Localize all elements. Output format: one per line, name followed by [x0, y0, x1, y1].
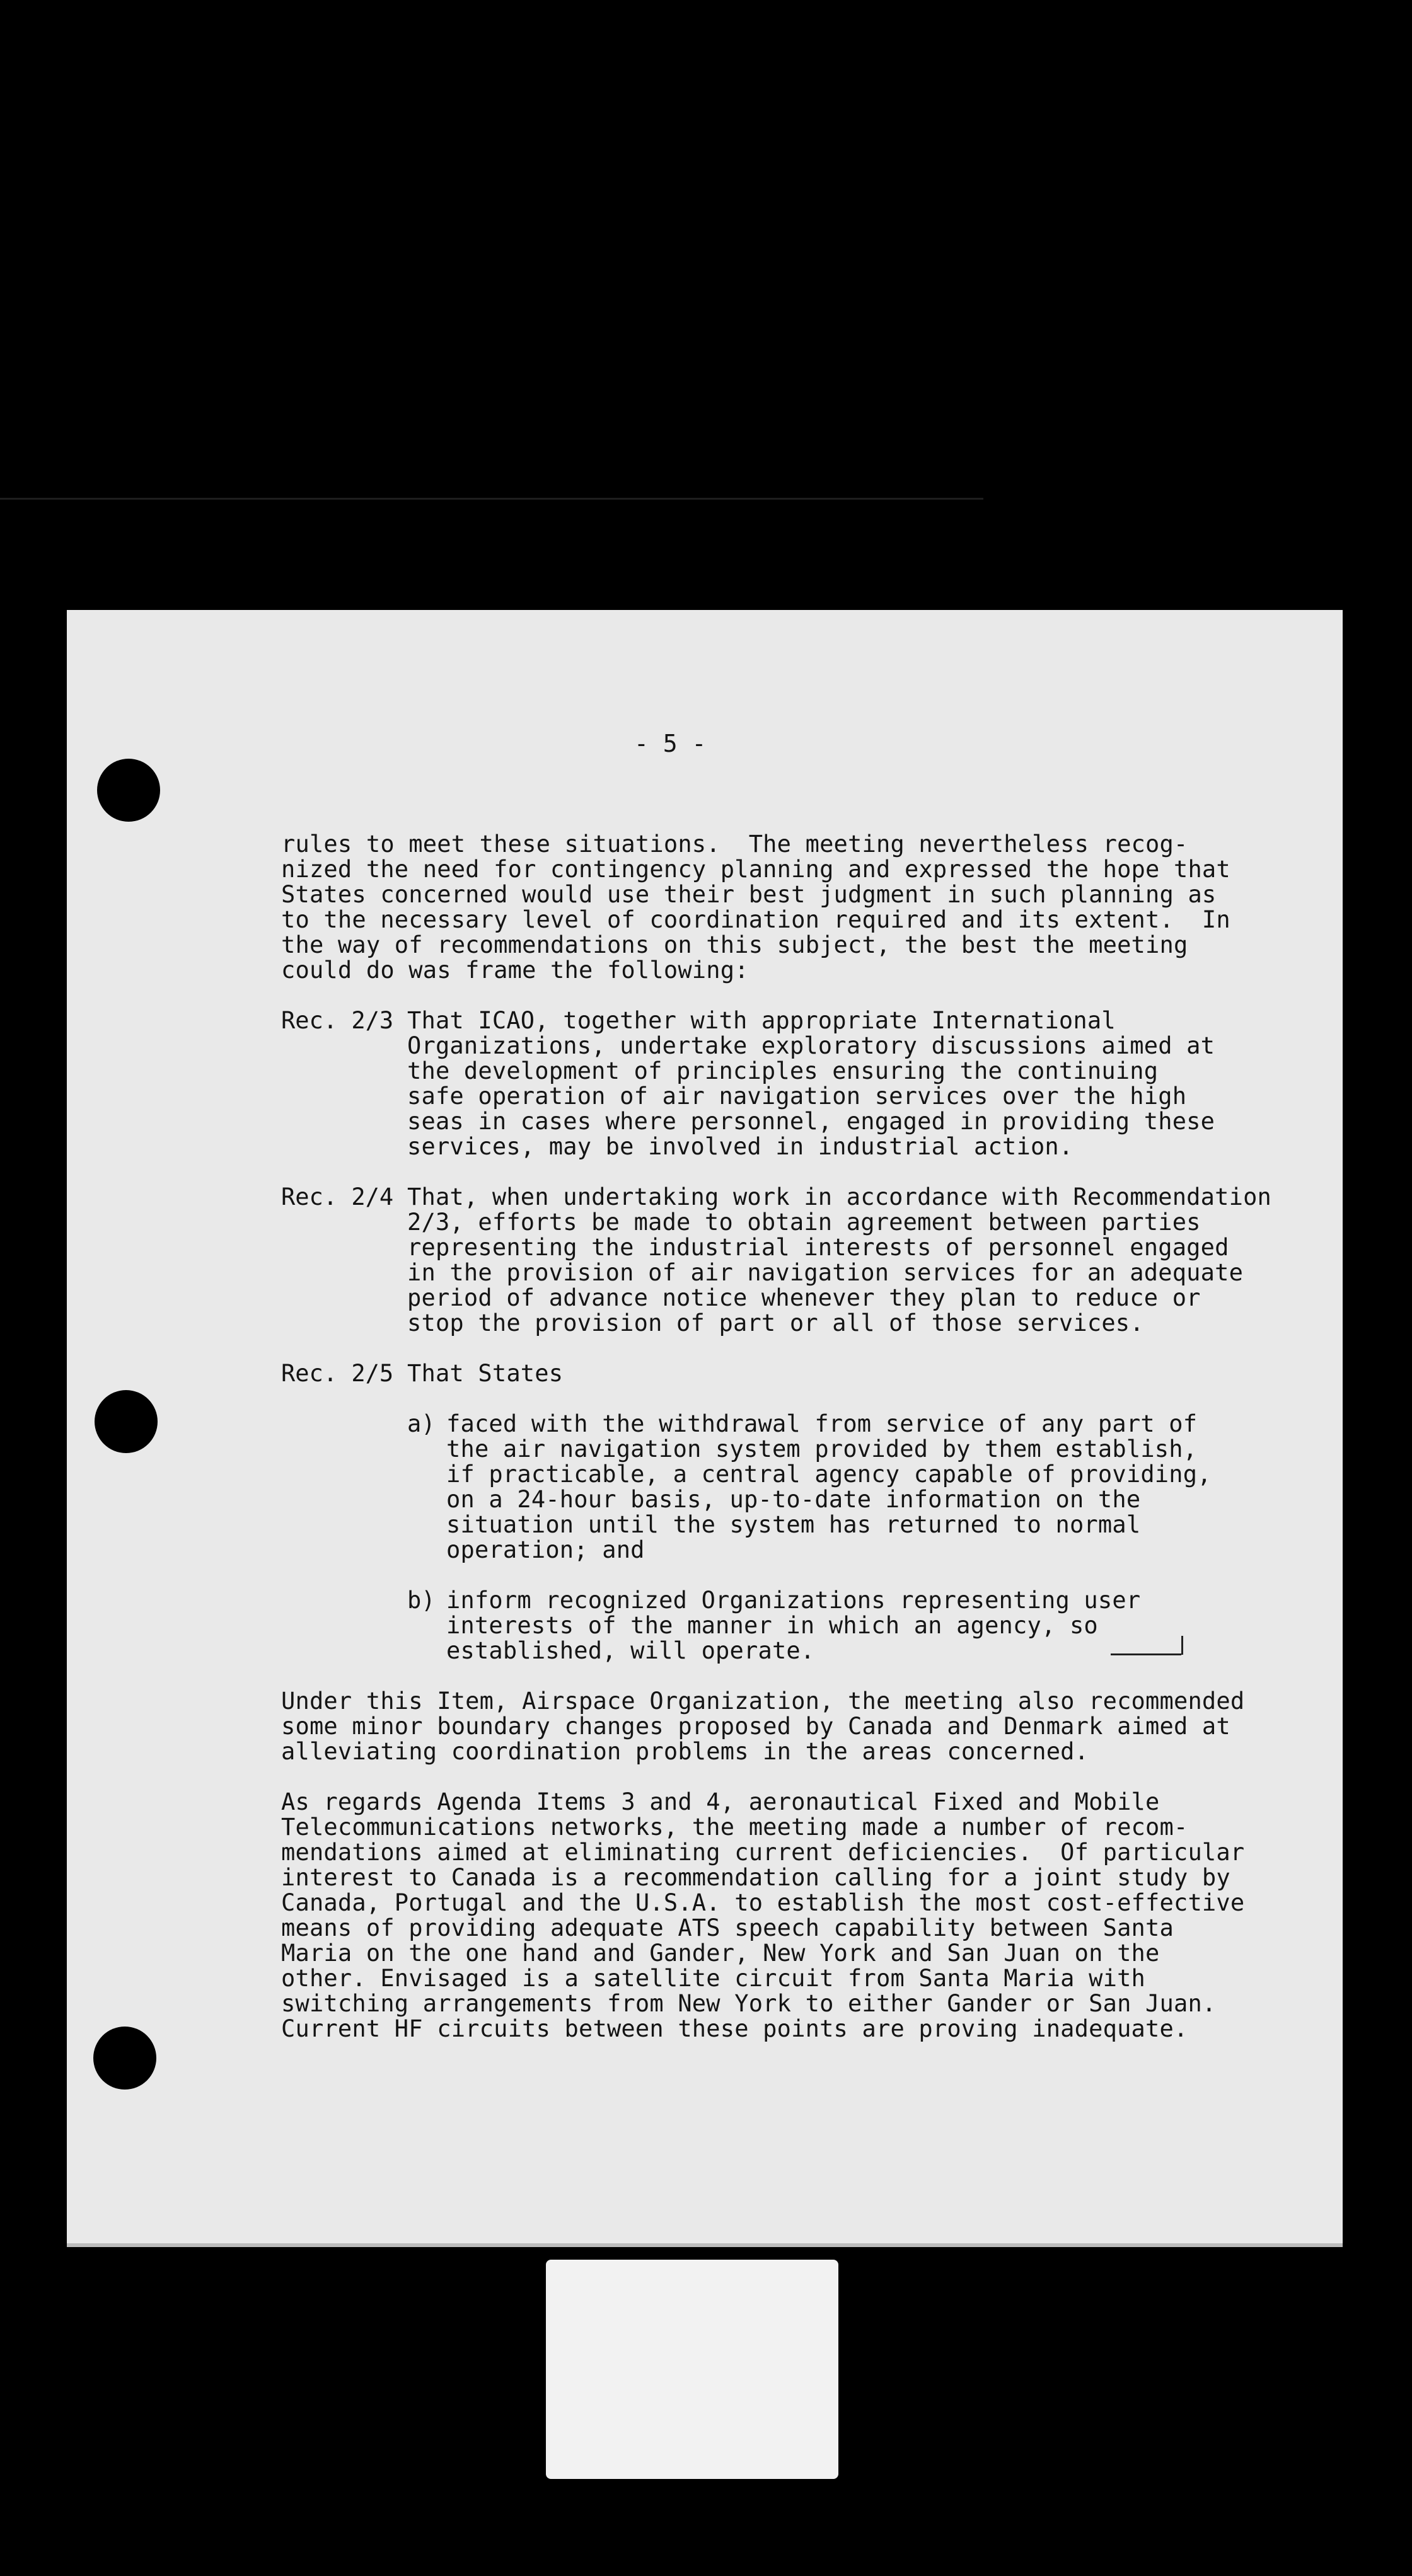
- margin-mark-tick: [1181, 1636, 1183, 1655]
- punch-hole-bottom: [93, 2027, 156, 2090]
- rec-2-4-text: That, when undertaking work in accordance with Recommendation 2/3, efforts be made to obtain agreement between parties representing the industrial interests of personnel engaged in the provision of air navigation services for an adequate period of advance notice whenever they plan to reduce or stop the provision of part or all of those services.: [407, 1183, 1272, 1337]
- rec-2-5-text: That States: [407, 1360, 564, 1387]
- document-page: [67, 610, 1343, 2247]
- rec-2-5-label: Rec. 2/5: [281, 1360, 394, 1387]
- telecom-paragraph: As regards Agenda Items 3 and 4, aeronautical Fixed and Mobile Telecommunications networks, the meeting made a number of recom- mendations aimed at eliminating current deficiencies. Of particular interest to Canada is a recommendation calling for a joint study by Canada, Portugal and the U.S.A. to establish the most cost-effective means of providing adequate ATS speech capability between Santa Maria on the one hand and Gander, New York and San Juan on the other. Envisaged is a satellite circuit from Santa Maria with switching arrangements from New York to either Gander or San Juan. Current HF circuits between these points are proving inadequate.: [281, 1788, 1245, 2042]
- rec-2-3-label: Rec. 2/3: [281, 1007, 394, 1034]
- airspace-paragraph: Under this Item, Airspace Organization, the meeting also recommended some minor boundary changes proposed by Canada and Denmark aimed at alleviating coordination problems in the areas concerned.: [281, 1688, 1245, 1765]
- intro-paragraph: rules to meet these situations. The meeting nevertheless recog- nized the need for contingency planning and expressed the hope that States concerned would use their best judgment in such planning as to the necessary level of coordination required and its extent. In the way of recommendations on this subject, the best the meeting could do was frame the following:: [281, 831, 1230, 984]
- rec-2-5-b-marker: b): [407, 1587, 436, 1614]
- punch-hole-middle: [95, 1390, 158, 1453]
- margin-mark-line: [1111, 1653, 1181, 1655]
- rec-2-5-a-marker: a): [407, 1410, 436, 1437]
- rec-2-5-a-text: faced with the withdrawal from service of any part of the air navigation system provided by them establish, if practicable, a central agency capable of providing, on a 24-hour basis, up-to-date information on the situation until the system has returned to normal operation; and: [446, 1410, 1212, 1563]
- rec-2-4-label: Rec. 2/4: [281, 1183, 394, 1210]
- rec-2-3-text: That ICAO, together with appropriate International Organizations, undertake exploratory discussions aimed at the development of principles ensuring the continuing safe operation of air navigation services over the high seas in cases where personnel, engaged in providing these services, may be involved in industrial action.: [407, 1007, 1215, 1160]
- punch-hole-top: [97, 759, 160, 822]
- film-target-card: [546, 2260, 838, 2479]
- rec-2-5-b-text: inform recognized Organizations representing user interests of the manner in which an agency, so established, will operate.: [446, 1587, 1141, 1664]
- scan-edge-line: [0, 498, 983, 500]
- page-number: - 5 -: [634, 730, 707, 757]
